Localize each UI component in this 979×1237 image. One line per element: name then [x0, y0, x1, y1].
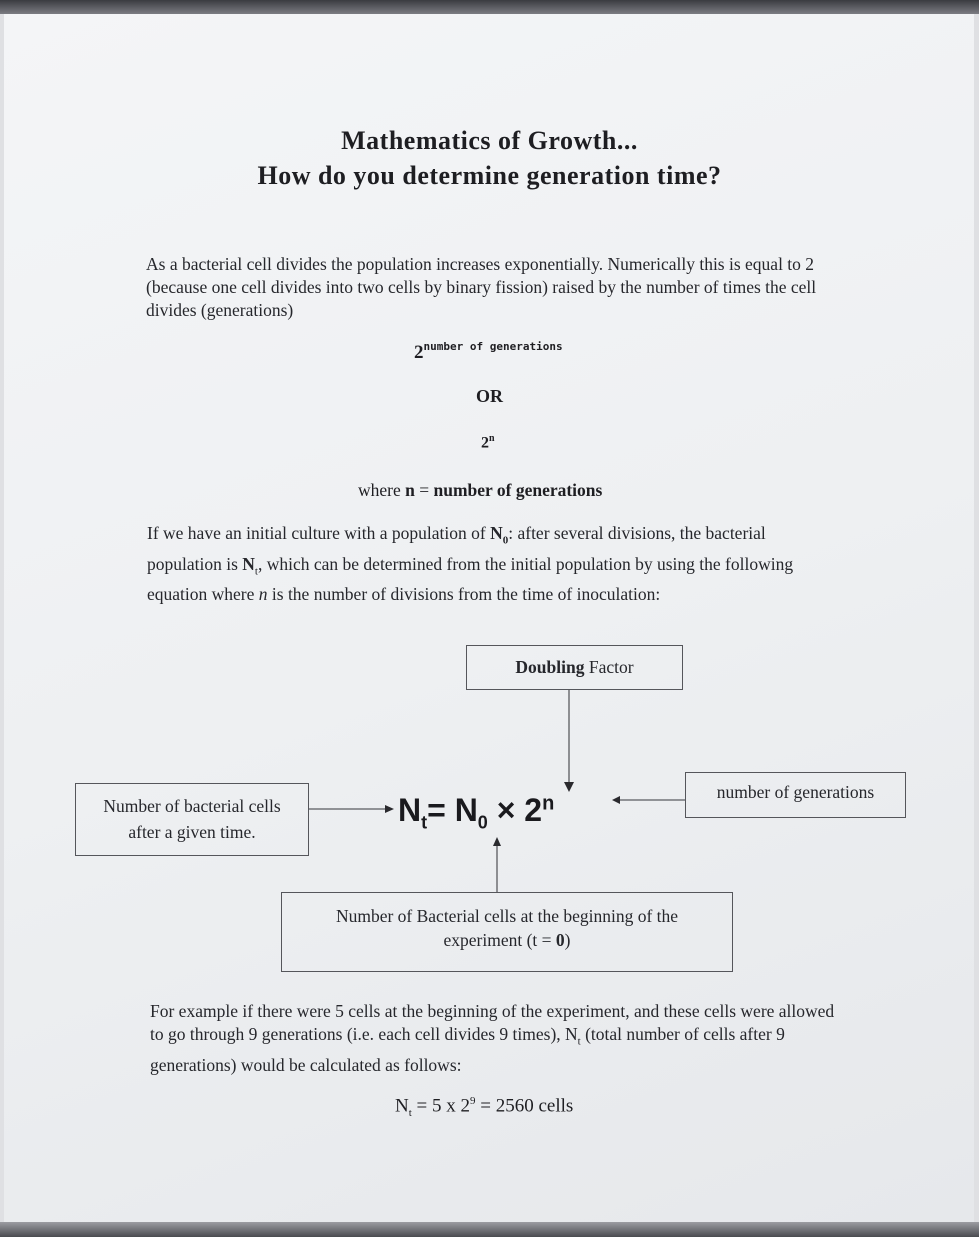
exponent-base: 2: [414, 342, 424, 363]
growth-formula: [398, 792, 554, 833]
screen-bezel-bottom: [0, 1222, 979, 1237]
example-calculation: [395, 1095, 573, 1119]
formula-times: ×: [487, 792, 525, 828]
initial-line2-close: ): [564, 930, 571, 950]
exponent-long-form: [414, 340, 563, 364]
where-variable: n: [405, 480, 415, 500]
n-variable: n: [258, 584, 268, 604]
example-paragraph: [150, 1000, 850, 1077]
culture-text-4: is the number of divisions from the time of inoculation:: [267, 584, 661, 604]
formula-nt-sub: t: [421, 812, 428, 833]
page-title-line2: How do you determine generation time?: [257, 161, 722, 190]
calc-result: = 2560 cells: [475, 1095, 574, 1117]
generations-box: [685, 772, 906, 818]
initial-population-line1: Number of Bacterial cells at the beginning of the: [335, 906, 679, 926]
n0-subscript: 0: [502, 534, 509, 547]
doubling-factor-box: [466, 645, 683, 690]
culture-text-2: : after several divisions, the bacterial population is: [147, 523, 766, 574]
example-text-2: (total number of cells after 9 generations) would be calculated as follows:: [150, 1024, 785, 1075]
calc-sub: t: [408, 1107, 412, 1120]
formula-nt: N: [398, 792, 422, 828]
doubling-rest: Factor: [584, 657, 634, 677]
formula-n0: N: [454, 792, 478, 828]
doubling-bold: Doubling: [515, 657, 585, 677]
intro-paragraph: As a bacterial cell divides the population increases exponentially. Numerically this is equal to 2 (because one cell divides into two cells by binary fission) raised by the number of times the cell divides (generations): [146, 254, 817, 320]
where-definition: [358, 480, 602, 501]
calc-n: N: [395, 1095, 409, 1117]
formula-exponent: n: [542, 792, 555, 815]
exponent-short-exp: n: [489, 433, 495, 444]
where-equals: =: [414, 480, 434, 500]
initial-population-line2: [282, 928, 732, 952]
exponent-label: number of generations: [423, 340, 563, 353]
culture-text-3: , which can be determined from the initial population by using the following equation where: [147, 553, 794, 604]
culture-text-1: If we have an initial culture with a population of: [147, 523, 491, 543]
exponent-short-form: [481, 433, 495, 452]
culture-paragraph: [147, 522, 837, 606]
final-population-box: [75, 783, 309, 856]
final-population-line2: after a given time.: [128, 822, 256, 842]
example-text-1: For example if there were 5 cells at the beginning of the experiment, and these cells were allowed to go through 9 generations (i.e. each cell divides 9 times), N: [150, 1001, 835, 1044]
formula-two: 2: [524, 792, 543, 828]
calc-mid: = 5 x 2: [411, 1095, 471, 1117]
or-label: OR: [476, 386, 503, 406]
formula-n0-sub: 0: [477, 812, 488, 833]
generations-label: number of generations: [716, 782, 875, 802]
exponent-short-base: 2: [481, 434, 489, 452]
page-title-line1: Mathematics of Growth...: [341, 126, 638, 155]
initial-population-box: [281, 892, 733, 972]
n0-symbol: N: [490, 523, 503, 543]
final-population-line1: Number of bacterial cells: [103, 796, 281, 816]
calc-exp: 9: [470, 1095, 476, 1107]
screen-bezel-top: [0, 0, 979, 14]
where-prefix: where: [358, 480, 406, 500]
initial-line2-zero: 0: [555, 930, 565, 950]
example-nt-sub: t: [577, 1035, 581, 1048]
nt-subscript: t: [254, 565, 258, 577]
nt-symbol: N: [242, 553, 255, 574]
formula-equals: =: [427, 792, 455, 828]
initial-line2-text: experiment (t =: [443, 930, 556, 950]
where-meaning: number of generations: [433, 480, 603, 500]
